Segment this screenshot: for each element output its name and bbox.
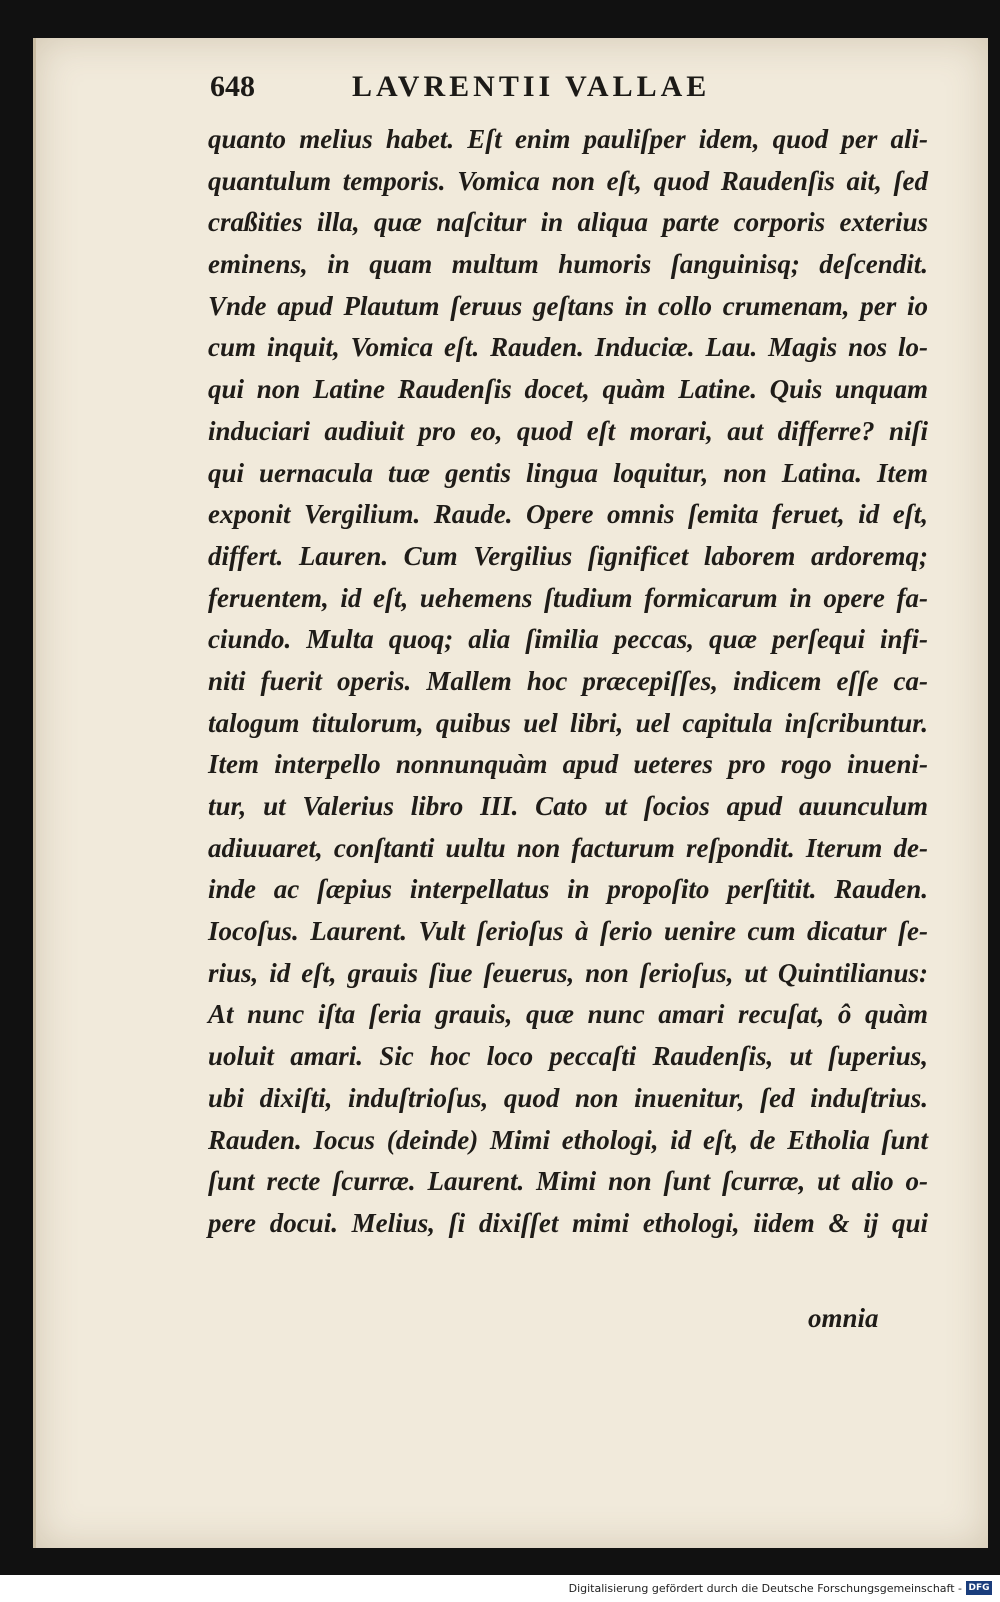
text-line: adiuuaret, conſtanti uultu non facturum reſpondit. Iterum de-	[208, 832, 928, 863]
text-line: craßities illa, quæ naſcitur in aliqua parte corporis exterius	[208, 207, 928, 238]
text-line: exponit Vergilium. Raude. Opere omnis ſemita feruet, id eſt,	[208, 499, 928, 530]
body-text	[208, 119, 928, 1245]
text-line: cum inquit, Vomica eſt. Rauden. Induciæ. Lau. Magis nos lo-	[208, 332, 928, 363]
text-line: Rauden. Iocus (deinde) Mimi ethologi, id eſt, de Etholia ſunt	[208, 1124, 928, 1155]
page-number: 648	[210, 70, 255, 103]
text-line: ubi dixiſti, induſtrioſus, quod non inuenitur, ſed induſtrius.	[208, 1082, 928, 1113]
text-line: ciundo. Multa quoq; alia ſimilia peccas, quæ perſequi infi-	[208, 624, 928, 655]
text-line: pere docui. Melius, ſi dixiſſet mimi ethologi, iidem & ij qui	[208, 1207, 928, 1238]
text-line: feruentem, id eſt, uehemens ſtudium formicarum in opere fa-	[208, 582, 928, 613]
text-line: induciari audiuit pro eo, quod eſt morari, aut differre? niſi	[208, 415, 928, 446]
catchword: omnia	[808, 1303, 879, 1333]
text-line: quantulum temporis. Vomica non eſt, quod Raudenſis ait, ſed	[208, 165, 928, 196]
text-line: qui uernacula tuæ gentis lingua loquitur, non Latina. Item	[208, 457, 928, 488]
page-header	[210, 70, 810, 114]
text-line: Vnde apud Plautum ſeruus geſtans in collo crumenam, per io	[208, 290, 928, 321]
text-line: At nunc iſta ſeria grauis, quæ nunc amari recuſat, ô quàm	[208, 999, 928, 1030]
running-head: LAVRENTII VALLAE	[352, 70, 711, 103]
text-line: Iocoſus. Laurent. Vult ſerioſus à ſerio uenire cum dicatur ſe-	[208, 916, 928, 947]
text-line: uoluit amari. Sic hoc loco peccaſti Raudenſis, ut ſuperius,	[208, 1041, 928, 1072]
text-line: rius, id eſt, grauis ſiue ſeuerus, non ſerioſus, ut Quintilianus:	[208, 957, 928, 988]
text-line: talogum titulorum, quibus uel libri, uel capitula inſcribuntur.	[208, 707, 928, 738]
text-line: inde ac ſæpius interpellatus in propoſito perſtitit. Rauden.	[208, 874, 928, 905]
footer-bar	[0, 1575, 1000, 1602]
text-line: ſunt recte ſcurræ. Laurent. Mimi non ſunt ſcurræ, ut alio o-	[208, 1166, 928, 1197]
text-line: tur, ut Valerius libro III. Cato ut ſocios apud auunculum	[208, 791, 928, 821]
text-line: qui non Latine Raudenſis docet, quàm Latine. Quis unquam	[208, 374, 928, 405]
text-line: niti fuerit operis. Mallem hoc præcepiſſes, indicem eſſe ca-	[208, 665, 928, 696]
funding-credit: Digitalisierung gefördert durch die Deutsche Forschungsgemeinschaft -	[568, 1582, 962, 1595]
text-line: differt. Lauren. Cum Vergilius ſignificet laborem ardoremq;	[208, 540, 928, 571]
text-line: Item interpello nonnunquàm apud ueteres pro rogo inueni-	[208, 749, 928, 780]
dfg-logo-icon: DFG	[966, 1581, 992, 1595]
text-line: eminens, in quam multum humoris ſanguinisq; deſcendit.	[208, 249, 928, 280]
text-line: quanto melius habet. Eſt enim pauliſper idem, quod per ali-	[208, 124, 928, 154]
